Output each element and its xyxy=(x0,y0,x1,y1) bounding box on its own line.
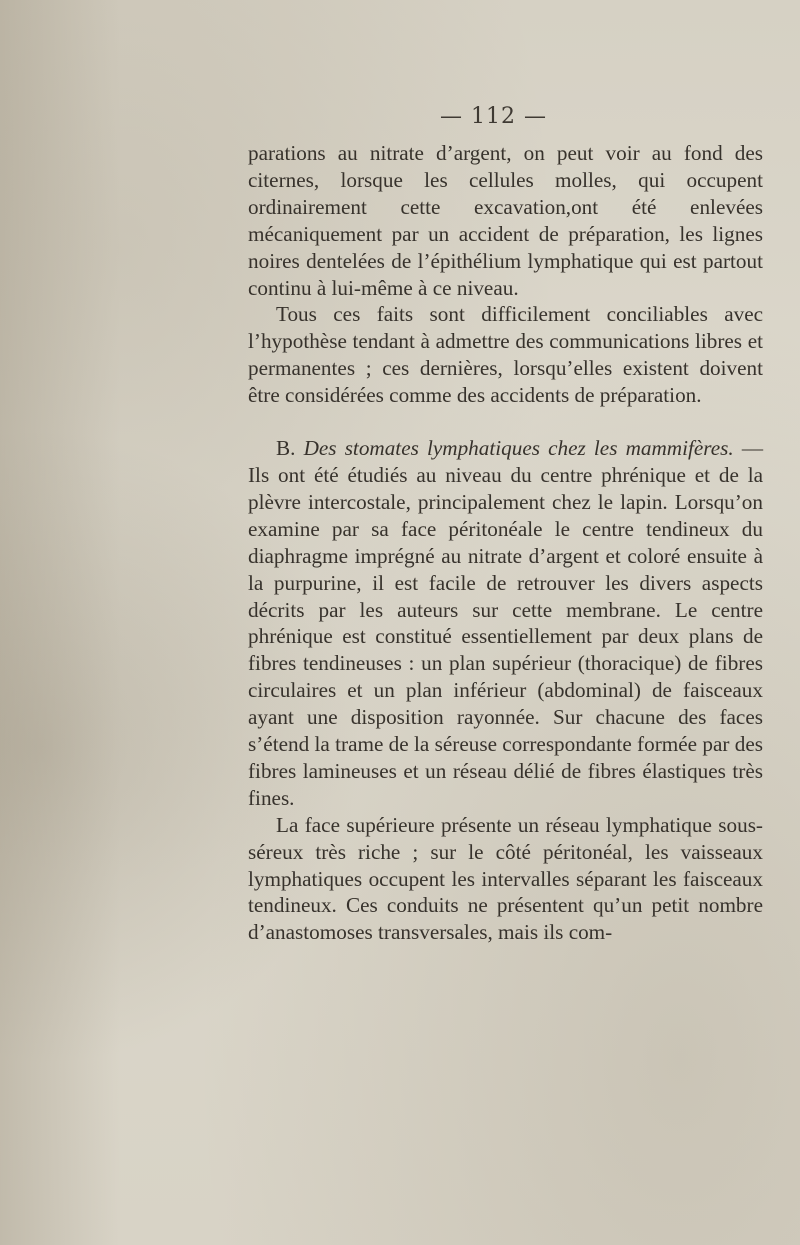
section-b-dash: — xyxy=(733,436,764,461)
section-b-paragraph xyxy=(248,435,763,812)
section-b-text: Ils ont été étudiés au niveau du centre phrénique et de la plèvre intercostale, principalement chez le lapin. Lorsqu’on examine par sa face péritonéale le centre tendineux du diaphragme imprégné au nitrate d’argent et coloré ensuite à la purpurine, il est facile de retrouver les divers aspects décrits par les auteurs sur cette membrane. Le centre phrénique est constitué essentiellement par deux plans de fibres tendineuses : un plan supérieur (thoracique) de fibres circulaires et un plan inférieur (abdominal) de faisceaux ayant une disposition rayonnée. Sur chacune des faces s’étend la trame de la séreuse correspondante formée par des fibres lamineuses et un réseau délié de fibres élastiques très fines. xyxy=(248,462,763,810)
paragraph-continuation: parations au nitrate d’argent, on peut voir au fond des citernes, lorsque les cellules molles, qui occupent ordinairement cette excavation,ont été enlevées mécaniquement par un accident de préparation, les lignes noires dentelées de l’épithélium lymphatique qui est partout continu à lui-même à ce niveau. xyxy=(248,141,763,300)
section-b-label: B. xyxy=(276,436,296,461)
paragraph-hypothesis: Tous ces faits sont difficilement conciliables avec l’hypothèse tendant à admettre des communications libres et permanentes ; ces dernières, lorsqu’elles existent doivent être considérées comme des accidents de préparation. xyxy=(248,302,763,408)
section-b-title: Des stomates lymphatiques chez les mammifères. xyxy=(303,436,734,461)
page-number: — 112 — xyxy=(440,104,547,129)
body-text xyxy=(248,140,763,946)
page-edge-shading xyxy=(0,0,120,1245)
paragraph-face-superieure: La face supérieure présente un réseau lymphatique sous-séreux très riche ; sur le côté péritonéal, les vaisseaux lymphatiques occupent les intervalles séparant les faisceaux tendineux. Ces conduits ne présentent qu’un petit nombre d’anastomoses transversales, mais ils com- xyxy=(248,812,763,945)
section-gap xyxy=(248,409,763,435)
